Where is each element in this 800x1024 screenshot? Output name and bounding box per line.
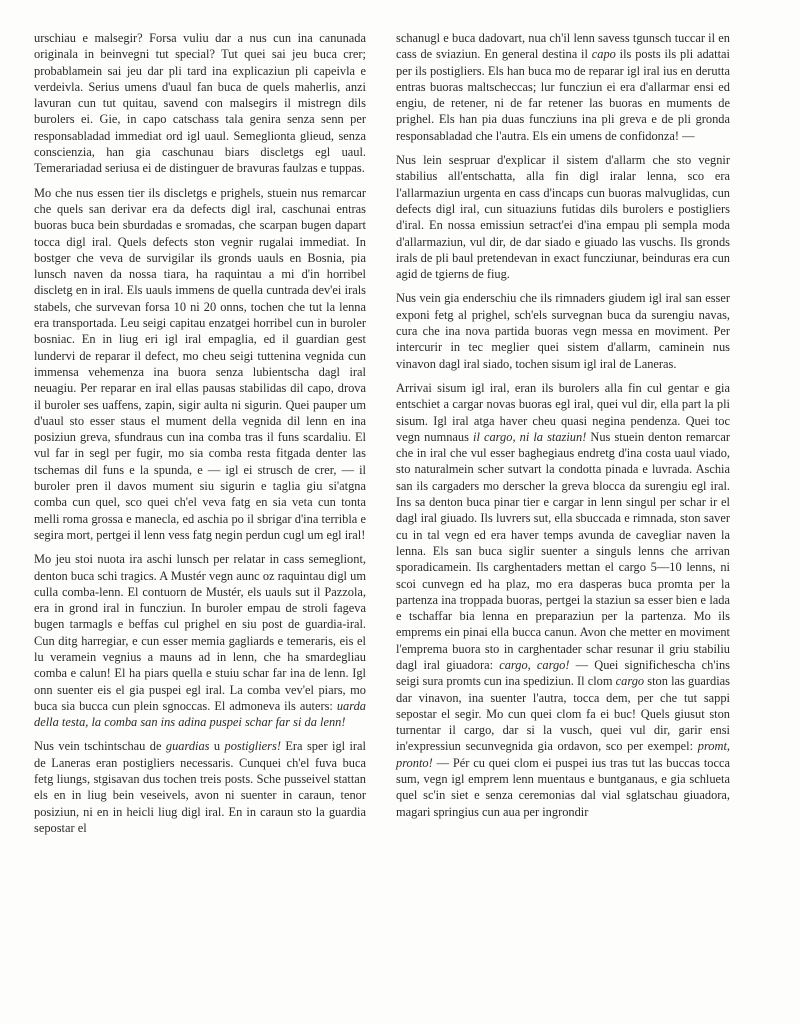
left-column-paragraph [34, 738, 366, 836]
italic-text: cargo, cargo! [499, 657, 570, 672]
italic-text: il cargo, ni la staziun! [473, 429, 587, 444]
right-column-paragraph [396, 30, 730, 144]
right-column-paragraph [396, 380, 730, 820]
body-text: ston las guardias dar vinavon, ina suenter l'autra, tocca dem, per che tut sappi sepostar el segir. Mo cun quei clom fa ei buc! Quels giusut ston turnentar il cargo, dar si la vusch, quei vul dir, garir ensi in'expressiun secunvegnida gia ordavon, sco per exempel: [396, 674, 730, 754]
body-text: Nus stuein denton remarcar che in iral che vul esser baghegiaus endretg d'ina costa uaul viado, sto naturalmein scher sutvart la condotta pinada e luvrada. Aschia san ils cargaders mo derscher la greva blocca da surengiu egl iral. Ins sa denton buca pinar tier e cargar in lenn singul per schar ir el dagl iral giuado. Ils luvrers sut, ella sbuccada e rimnada, ston saver cu in tal vegn ed era haver temps avunda de cavegliar naven la lenna. Els san buca siglir suenter a singuls lenns che arrivan sporadicamein. Ils carghentaders mettan el cargo 5—10 lenns, ni scoi cunvegn ed ha plaz, mo era dasperas buca promta per la partenza ina troppada buoras, pertgei la staziun sa esser bien e lada e tschaffar bia lenna en preparaziun per la partenza. Mo ils emprems ein pinai ella bucca canun. Avon che metter en moviment l'emprema buora sto in carghentader schar resunar il griu stabiliu dagl iral giuadora: [396, 429, 730, 672]
right-column [396, 30, 730, 828]
italic-text: guardias [165, 739, 210, 754]
left-column [34, 30, 366, 844]
body-text: ils posts ils pli adattai per ils postigliers. Els han buca mo de reparar igl iral ius en derutta entras buoras maltscheccas; lur funcziun ei era d'allarmar ensi ed engiu, de retener, ni de far retener las buoras en muments de prighel. Els han pia duas funcziuns ina pli greva e de pli gronda responsabladad che l'autra. Els ein umens de confidonza! — [396, 47, 730, 143]
body-text: schanugl e buca dadovart, nua ch'il lenn savess tgunsch tuccar il en cass de sviaziun. En general destina il [396, 31, 730, 62]
italic-text: cargo [615, 674, 645, 689]
italic-text: uarda della testa, la comba san ins adina puspei schar far si da lenn! [34, 698, 366, 730]
body-text: — Pér cu quei clom ei puspei ius tras tut las buccas tocca sum, vegn igl emprem lenn muentaus e buntganaus, e gia schlueta quel sc'in siet e senza ceremonias dal vial sglatschau giuadora, magari springius cun aua per ingrondir [396, 755, 730, 819]
right-column-paragraph [396, 290, 730, 371]
body-text: Nus vein tschintschau de [34, 739, 166, 754]
left-column-paragraph [34, 30, 366, 177]
body-text: — Quei significhescha ch'ins seigi sura promts cun ina spediziun. Il clom [396, 657, 730, 689]
body-text: u [209, 739, 225, 754]
body-text: Mo jeu stoi nuota ira aschi lunsch per relatar in cass semegliont, denton buca schi tragics. A Mustér vegn aunc oz raquintau digl um culla comba-lenn. El contuorn de Mustér, els uauls sut il Pazzola, era in grond iral in funcziun. In buroler empau de stroli fageva bugen tarmagls e beffas cul prighel en siu post de guardia-iral. Cun ditg harregiar, e cun esser memia gagliards e temeraris, eis el lu veramein vegnius a mauns ad in lenn, che ha smardegliau comba e calun! El ha piars quella e stuiu schar far ina de lenn. Igl onn suenter eis el gia puspei egl iral. La comba vev'el piars, mo buca sia bucca cun plein sgnoccas. El admoneva ils auters: [34, 552, 366, 713]
body-text: Nus lein sespruar d'explicar il sistem d'allarm che sto vegnir stabilius all'entschatta, alla fin digl iralar lenna, sco era l'allarmaziun urgenta en cass d'incaps cun buoras malvuglidas, cun defects digl iral, cun situaziuns futidas dils burolers e postigliers d'iral. En nossa emissiun setract'ei d'ina empau pli sempla moda d'allarmaziun, vul dir, de dar siado e giuado las vuschs. Ils gronds irals de pli baul pretendevan in exact funcziunar, beinduras era cun agid de tgierns de fiug. [396, 153, 730, 282]
left-column-paragraph [34, 551, 366, 730]
body-text: Arrivai sisum igl iral, eran ils burolers alla fin cul gentar e gia entschiet a cargar novas buoras egl iral, quei vul dir, ella part la pli sisum. Igl iral atga haver cheu quasi negina pendenza. Quei toc vegn numnaus [396, 380, 730, 444]
italic-text: promt, pronto! [396, 739, 730, 770]
body-text: Nus vein gia enderschiu che ils rimnaders giudem igl iral san esser exponi fetg al prighel, sch'els survegnan buca da surengiu navas, cura che ina nova partida buoras vegn messa en moviment. Per intercurir in tec meglier quei sistem d'allarm, caminein nus vinavon dagl iral siado, tochen sisum igl iral de Laneras. [396, 291, 730, 371]
body-text: urschiau e malsegir? Forsa vuliu dar a nus cun ina canunada originala in beinvegni tut special? Tut quei sai jeu buca crer; probablamein sai jeu dar pli tard ina explicaziun pli capeivla e verdeivla. Serius umens d'uaul fan buca de quels maherlis, anzi lavuran cun tut quitau, savend con malsegirs il mistregn dils burolers ei. Gie, in capo catschass tala genira senza senn per responsabladad immediat ord igl uaul. Semeglionta glieud, senza conscienzia, han gia caschunau biars discletgs egl uaul. Temerariadad seriusa ei de distinguer de bravuras faulzas e tuppas. [34, 31, 366, 176]
left-column-paragraph [34, 185, 366, 544]
right-column-paragraph [396, 152, 730, 282]
body-text: Mo che nus essen tier ils discletgs e prighels, stuein nus remarcar che quels san derivar era da defects digl iral, caschunai entras buoras buca bein sburdadas e sromadas, che scarpan bugen dapart tocca digl iral. Quels defects ston vegnir rugalai immediat. In bostger che veva de survigilar ils gronds uauls en Bosnia, pia lunsch naven da nossa tiara, ha raquintau a mi d'in horribel discletg en in iral. Els uauls immens de quella cuntrada dev'ei irals stabels, che survevan forsa 10 ni 20 onns, tochen che tut la lenna era transportada. Leu seigi capitau enzatgei horribel cun in buroler bosniac. En in liug eri igl iral empaglia, ed il guardian gest lundervi de reparar il defect, mo cheu seigi tuttenina vegnida cun immensa vehemenza ina buora senza lubientscha dagl iral neuagiu. Per reparar en iral ellas pausas stabilidas dil capo, drova il buroler ses uaffens, zapin, sigir aulta ni sigurin. Quei pauper um d'uaul sto esser staus el mument della vegnida dil lenn en ina posiziun greva, sfundraus cun ina comba tras il funs scardaliu. El vul far in segl per fugir, mo sia comba resta fitgada denter las tschemas dil funs e la spunda, e — igl ei strusch de crer, — il buroler pren il davos mument siu sigurin e taglia giu si'atgna comba cun quel, sco quei ch'el veva fatg en sia veta cun tonta melli roma grossa e manecla, ed aschia po il sbrigar d'ina terribla e segira mort, pertgei il lenn vess fatg negin perdun cugl um egl iral! [34, 185, 366, 542]
italic-text: capo [591, 47, 616, 62]
body-text: Era sper igl iral de Laneras eran postigliers necessaris. Cunquei ch'el fuva buca fetg liungs, stgisavan dus tochen treis posts. Sche pusseivel stattan els en in liug bein veseivels, avon ni suenter in caraun, tenor posiziun, ni en in heicli liug digl iral. En in caraun sto la guardia sepostar el [34, 739, 367, 835]
italic-text: postigliers! [224, 739, 281, 754]
